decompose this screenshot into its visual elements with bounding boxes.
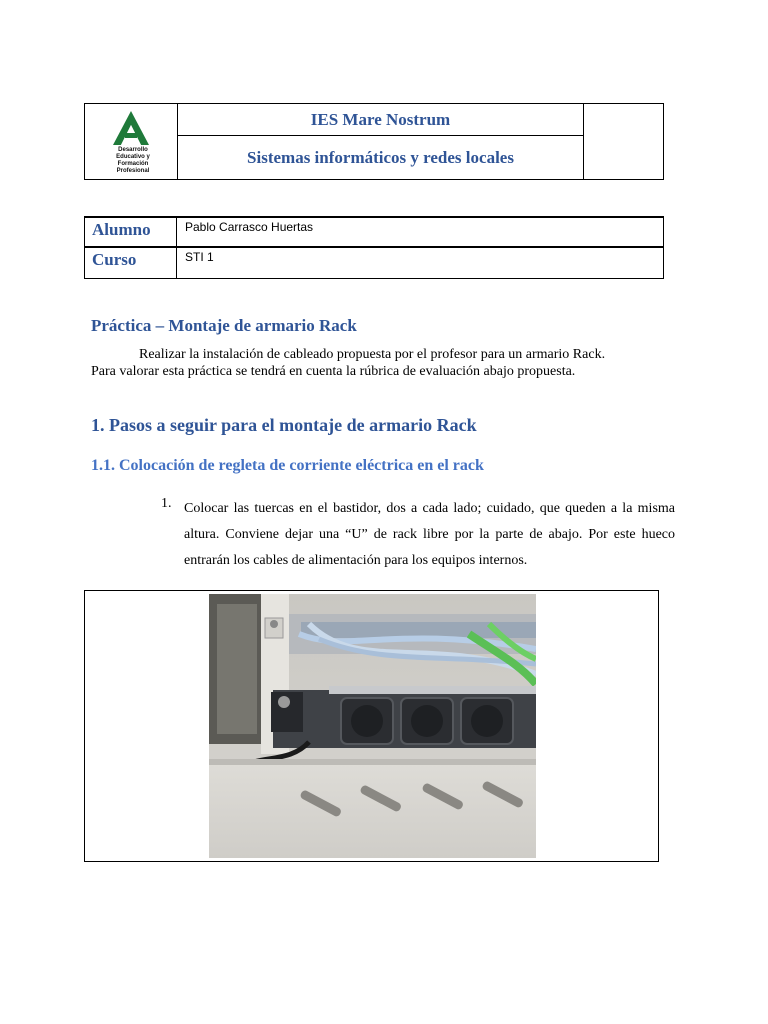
rack-power-strip-photo-icon	[209, 594, 536, 858]
column-divider	[176, 218, 177, 248]
alumno-row	[85, 218, 663, 248]
logo-cell	[85, 104, 178, 179]
alumno-label: Alumno	[92, 220, 151, 239]
title-cell	[178, 104, 584, 179]
step-number: 1.	[161, 496, 172, 511]
section-heading: 1. Pasos a seguir para el montaje de armario Rack	[91, 415, 477, 435]
curso-row	[85, 248, 663, 278]
junta-andalucia-a-logo-icon	[107, 109, 155, 147]
logo-text: Desarrollo Educativo y Formación Profesional	[116, 147, 150, 174]
practice-line-1: Realizar la instalación de cableado propuesta por el profesor para un armario Rack.	[139, 347, 606, 362]
curso-label: Curso	[92, 250, 137, 269]
curso-value: STI 1	[185, 250, 214, 264]
header-table	[84, 103, 664, 180]
school-name: IES Mare Nostrum	[178, 104, 583, 136]
practice-description	[91, 346, 666, 380]
alumno-value: Pablo Carrasco Huertas	[185, 220, 314, 234]
subsection-heading: 1.1. Colocación de regleta de corriente eléctrica en el rack	[91, 457, 484, 474]
subject-name: Sistemas informáticos y redes locales	[247, 147, 514, 167]
figure-frame	[84, 590, 659, 862]
practice-line-2: Para valorar esta práctica se tendrá en cuenta la rúbrica de evaluación abajo propuesta.	[91, 364, 576, 379]
student-table	[84, 216, 664, 279]
step-text: Colocar las tuercas en el bastidor, dos a cada lado; cuidado, que queden a la misma altura. Conviene dejar una “U” de rack libre por la parte de abajo. Por este hueco entrarán los cables de alimentación para los equipos internos.	[184, 501, 675, 568]
practice-title: Práctica – Montaje de armario Rack	[91, 316, 357, 335]
column-divider	[176, 248, 177, 278]
